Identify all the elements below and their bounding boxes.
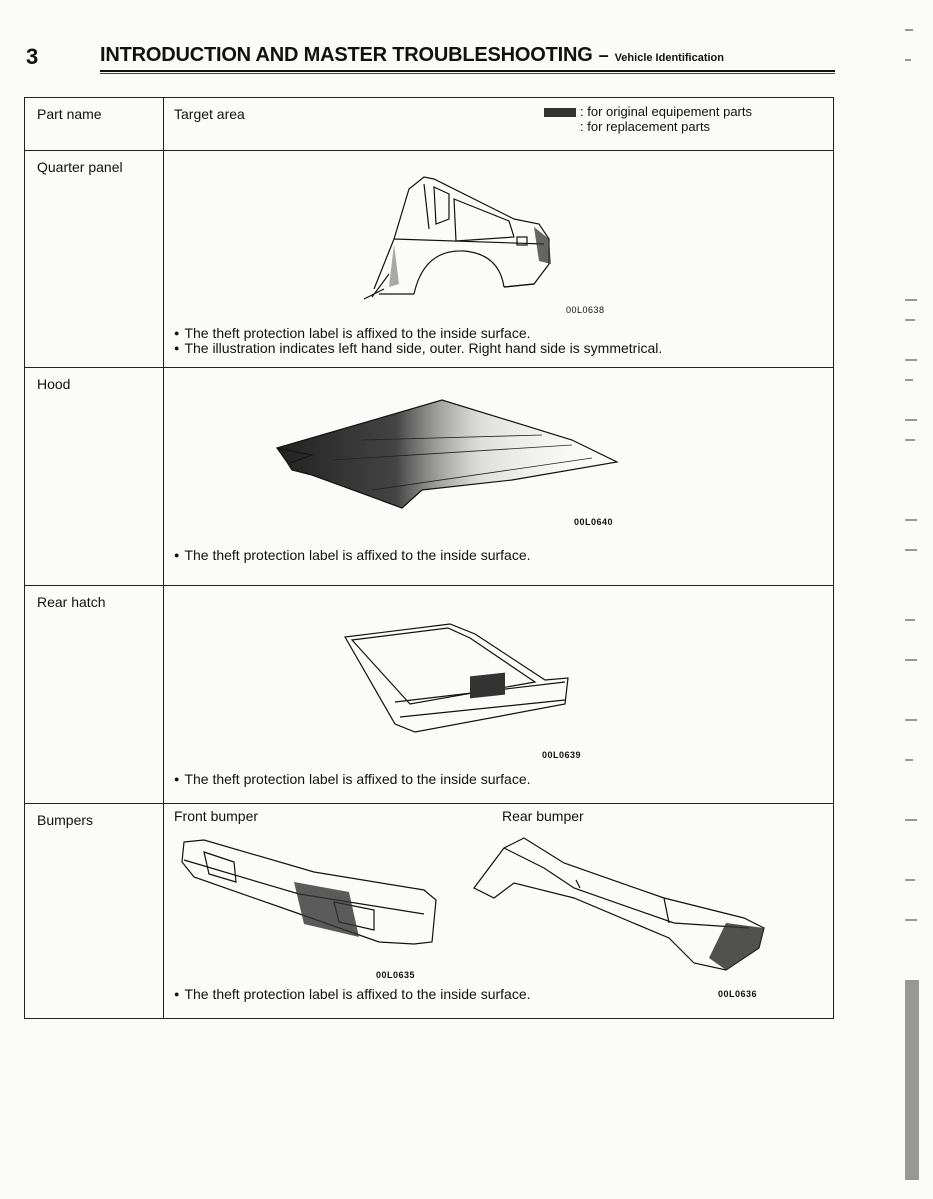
quarter-panel-illustration (354, 169, 564, 304)
front-bumper-label: Front bumper (174, 808, 259, 824)
page-title: INTRODUCTION AND MASTER TROUBLESHOOTING (100, 44, 593, 66)
rear-bumper-label: Rear bumper (502, 808, 584, 824)
target-area-label: Target area (174, 106, 245, 122)
hood-illustration (272, 390, 622, 520)
page-subtitle: Vehicle Identification (614, 52, 724, 64)
table-row (25, 151, 834, 368)
legend-replacement: : for replacement parts (544, 119, 752, 134)
figure-code: 00L0639 (542, 750, 582, 760)
part-name: Bumpers (25, 804, 164, 1019)
title-dash: – (598, 45, 609, 65)
table-row (25, 586, 834, 804)
rear-bumper-illustration (464, 828, 784, 978)
parts-table (24, 97, 834, 1019)
table-row (25, 368, 834, 586)
note-text: ● The theft protection label is affixed to the inside surface. (174, 772, 531, 787)
note-text: ● The theft protection label is affixed to the inside surface. (174, 548, 531, 563)
header-part-name: Part name (25, 98, 164, 151)
note-text: ● The theft protection label is affixed to the inside surface. (174, 987, 531, 1002)
part-name: Hood (25, 368, 164, 586)
scan-margin-marks (903, 20, 929, 1190)
table-row (25, 804, 834, 1019)
target-area-cell (164, 804, 834, 1019)
target-area-cell (164, 586, 834, 804)
front-bumper-illustration (174, 832, 449, 952)
part-name: Quarter panel (25, 151, 164, 368)
rear-hatch-illustration (340, 622, 575, 742)
header-target-area (164, 98, 834, 151)
table-header-row (25, 98, 834, 151)
note-text: ● The theft protection label is affixed to the inside surface. (174, 326, 531, 341)
figure-code: 00L0640 (574, 517, 614, 527)
figure-code-front: 00L0635 (376, 970, 416, 980)
figure-code: 00L0638 (566, 305, 605, 315)
page-number: 3 (26, 44, 39, 69)
note-text: ● The illustration indicates left hand side, outer. Right hand side is symmetrical. (174, 341, 662, 356)
legend-original: : for original equipement parts (544, 104, 752, 119)
legend-swatch-replacement (544, 123, 576, 132)
header-rule-thin (100, 73, 835, 74)
target-area-cell (164, 151, 834, 368)
figure-code-rear: 00L0636 (718, 989, 758, 999)
header-rule (100, 70, 835, 72)
target-area-cell (164, 368, 834, 586)
legend (544, 104, 752, 134)
legend-swatch-original (544, 108, 576, 117)
part-name: Rear hatch (25, 586, 164, 804)
